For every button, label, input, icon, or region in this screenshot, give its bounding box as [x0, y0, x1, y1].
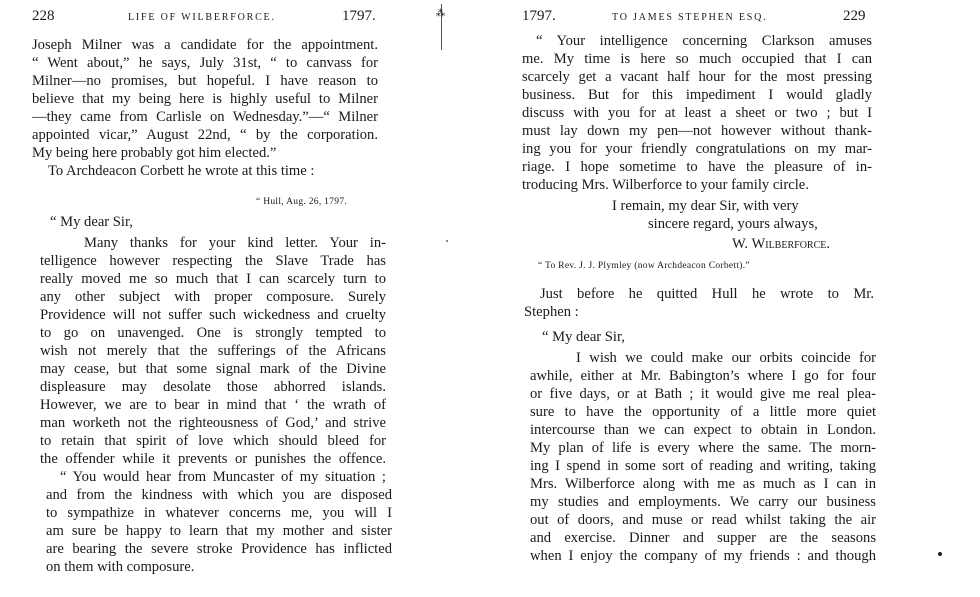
- right-line-23: ing I spend in some sort of reading and writing, taking: [530, 458, 876, 474]
- letter-salutation-right: “ My dear Sir,: [542, 329, 625, 345]
- right-line-28: when I enjoy the company of my friends : and though: [530, 548, 876, 564]
- right-line-19: or five days, or at Bath ; it would give me real plea-: [530, 386, 876, 402]
- right-line-9: troducing Mrs. Wilberforce to your family circle.: [522, 177, 809, 193]
- page-number-right: 229: [843, 8, 866, 24]
- page-number-left: 228: [32, 8, 55, 24]
- left-line-15: Providence will not suffer such wickedness and cruelty: [40, 307, 386, 323]
- left-line-7: My being here probably got him elected.”: [32, 145, 277, 161]
- running-head-right: TO JAMES STEPHEN ESQ.: [612, 12, 768, 23]
- left-line-22: to retain that spirit of love which should bleed for: [40, 433, 386, 449]
- letter-signature: W. Wilberforce.: [732, 236, 831, 252]
- year-right: 1797.: [522, 8, 556, 24]
- left-line-24: “ You would hear from Muncaster of my situation ;: [60, 469, 386, 485]
- left-line-21: man worketh not the righteousness of God,’ and strive: [40, 415, 386, 431]
- gutter-speck: [446, 240, 448, 242]
- running-head-left: LIFE OF WILBERFORCE.: [128, 12, 276, 23]
- right-line-6: must lay down my pen—not however without thank-: [522, 123, 872, 139]
- year-left: 1797.: [342, 8, 376, 24]
- right-line-5: discuss with you for at least a sheet or two ; but I: [522, 105, 872, 121]
- right-line-22: My plan of life is every where the same. The morn-: [530, 440, 876, 456]
- right-line-20: sure to have the opportunity of a little more quiet: [530, 404, 876, 420]
- left-line-29: on them with composure.: [46, 559, 195, 575]
- gutter-tick: ⁂: [436, 8, 445, 18]
- left-line-12: telligence however respecting the Slave Trade has: [40, 253, 386, 269]
- left-line-19: displeasure may desolate those abhorred islands.: [40, 379, 386, 395]
- letter-address-note: “ To Rev. J. J. Plymley (now Archdeacon Corbett).”: [538, 261, 750, 271]
- left-line-13: really moved me so much that I can scarcely turn to: [40, 271, 386, 287]
- right-line-27: and exercise. Dinner and supper are the seasons: [530, 530, 876, 546]
- right-line-3: scarcely get a vacant half hour for the most pressing: [522, 69, 872, 85]
- left-line-1: Joseph Milner was a candidate for the appointment.: [32, 37, 378, 53]
- left-line-5: —they came from Carlisle on Wednesday.”—“ Milner: [32, 109, 378, 125]
- letter-salutation-left: “ My dear Sir,: [50, 214, 133, 230]
- left-line-17: wish not merely that the sufferings of the Africans: [40, 343, 386, 359]
- left-line-18: may cease, but that some signal mark of the Divine: [40, 361, 386, 377]
- left-line-25: and from the kindness with which you are disposed: [46, 487, 392, 503]
- left-line-26: to sympathize in whatever concerns me, you will I: [46, 505, 392, 521]
- right-line-21: intercourse than we can expect to obtain in London.: [530, 422, 876, 438]
- right-line-24: Mrs. Wilberforce along with me as much as I can in: [530, 476, 876, 492]
- right-line-17: I wish we could make our orbits coincide for: [576, 350, 876, 366]
- left-page: [0, 0, 440, 597]
- right-line-2: me. My time is here so much occupied that I can: [522, 51, 872, 67]
- right-page: [500, 0, 980, 597]
- left-line-2: “ Went about,” he says, July 31st, “ to canvass for: [32, 55, 378, 71]
- right-line-7: ing you for your friendly congratulations on my mar-: [522, 141, 872, 157]
- left-line-23: the offender while it prevents or punishes the offence.: [40, 451, 386, 467]
- left-line-20: However, we are to bear in mind that ‘ the wrath of: [40, 397, 386, 413]
- right-line-26: out of doors, and muse or read whilst taking the air: [530, 512, 876, 528]
- left-line-14: any other subject with proper composure. Surely: [40, 289, 386, 305]
- closing-line-1: I remain, my dear Sir, with very: [612, 198, 799, 214]
- left-line-28: are bearing the severe stroke Providence has inflicted: [46, 541, 392, 557]
- left-line-8: To Archdeacon Corbett he wrote at this time :: [48, 163, 315, 179]
- left-line-3: Milner—no promises, but hopeful. I have reason to: [32, 73, 378, 89]
- right-line-1: “ Your intelligence concerning Clarkson amuses: [536, 33, 872, 49]
- left-line-6: appointed vicar,” August 22nd, “ by the corporation.: [32, 127, 378, 143]
- left-line-16: to go on unavenged. One is strongly tempted to: [40, 325, 386, 341]
- right-line-8: riage. I hope sometime to have the pleasure of in-: [522, 159, 872, 175]
- closing-line-2: sincere regard, yours always,: [648, 216, 818, 232]
- left-line-4: believe that my being here is highly useful to Milner: [32, 91, 378, 107]
- left-line-27: am sure be happy to learn that my mother and sister: [46, 523, 392, 539]
- right-line-14: Just before he quitted Hull he wrote to Mr.: [540, 286, 874, 302]
- right-line-25: my studies and employments. We carry our business: [530, 494, 876, 510]
- right-line-15: Stephen :: [524, 304, 579, 320]
- left-line-11: Many thanks for your kind letter. Your in-: [84, 235, 386, 251]
- right-line-4: business. But for this impediment I would gladly: [522, 87, 872, 103]
- right-line-18: awhile, either at Mr. Babington’s where I go for four: [530, 368, 876, 384]
- letter-dateline: “ Hull, Aug. 26, 1797.: [256, 197, 348, 207]
